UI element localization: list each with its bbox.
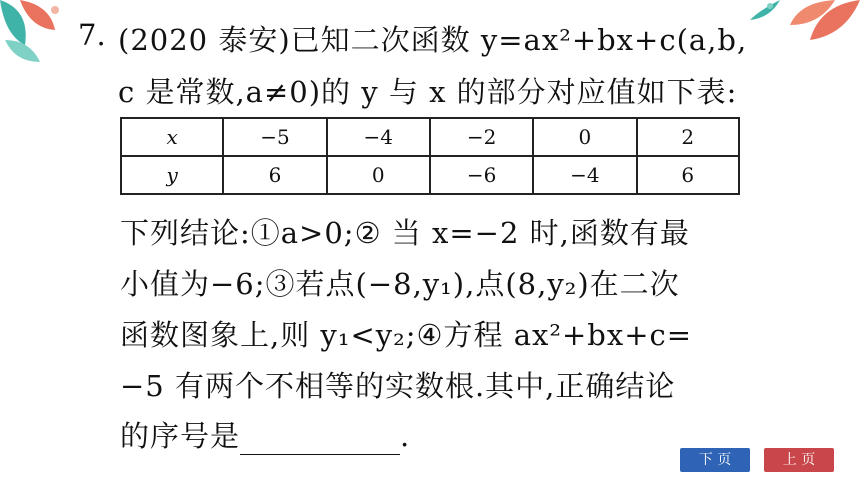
table-cell: −6 bbox=[430, 156, 533, 194]
question-number: 7. bbox=[78, 18, 106, 52]
table-cell: −4 bbox=[327, 118, 430, 156]
question-line-6: −5 有两个不相等的实数根.其中,正确结论 bbox=[120, 369, 676, 403]
question-line-3: 下列结论:①a>0;② 当 x=−2 时,函数有最 bbox=[120, 216, 690, 250]
answer-blank[interactable] bbox=[240, 430, 400, 455]
question-line-1: (2020 泰安)已知二次函数 y=ax²+bx+c(a,b, bbox=[118, 23, 748, 57]
table-row-y bbox=[121, 156, 739, 194]
previous-page-button[interactable]: 上 页 bbox=[764, 448, 834, 472]
leaf-decoration-top-right bbox=[740, 0, 860, 50]
table-cell: −4 bbox=[533, 156, 636, 194]
table-cell: y bbox=[121, 156, 223, 194]
table-cell: −5 bbox=[223, 118, 326, 156]
table-cell: 6 bbox=[223, 156, 326, 194]
leaf-decoration-top-left bbox=[0, 0, 80, 70]
table-cell: 2 bbox=[637, 118, 740, 156]
table-cell: 0 bbox=[533, 118, 636, 156]
next-page-button[interactable]: 下 页 bbox=[680, 448, 750, 472]
answer-period: . bbox=[400, 419, 411, 453]
question-line-5: 函数图象上,则 y₁<y₂;④方程 ax²+bx+c= bbox=[120, 318, 693, 352]
question-line-2: c 是常数,a≠0)的 y 与 x 的部分对应值如下表: bbox=[118, 75, 738, 109]
table-cell: 6 bbox=[637, 156, 740, 194]
question-line-7 bbox=[120, 414, 410, 455]
value-table bbox=[120, 117, 740, 195]
table-cell: x bbox=[121, 118, 223, 156]
question-line-4: 小值为−6;③若点(−8,y₁),点(8,y₂)在二次 bbox=[120, 267, 680, 301]
answer-prompt: 的序号是 bbox=[120, 419, 241, 453]
table-cell: −2 bbox=[430, 118, 533, 156]
table-row-x bbox=[121, 118, 739, 156]
table-cell: 0 bbox=[327, 156, 430, 194]
